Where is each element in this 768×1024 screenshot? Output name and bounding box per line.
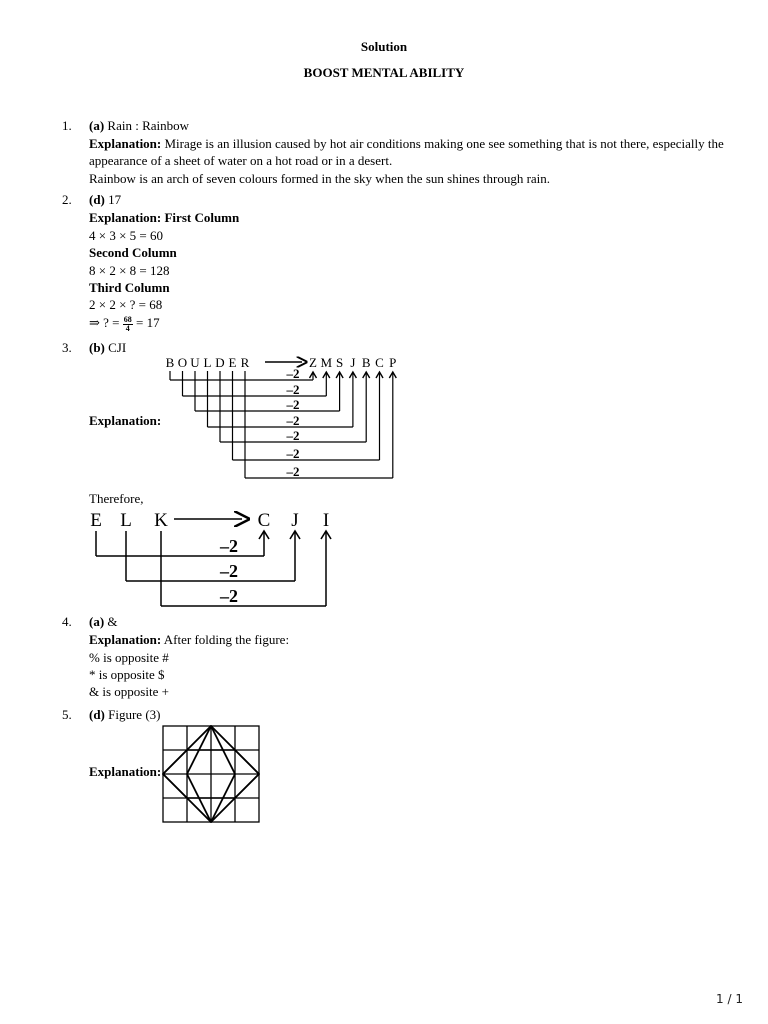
coded-letter: C: [375, 355, 384, 370]
q4-line-3: & is opposite +: [89, 684, 169, 699]
q2-answer: [89, 191, 121, 208]
q4-line-2: * is opposite $: [89, 667, 165, 682]
boulder-letter: U: [190, 355, 200, 370]
coded-letters: [309, 355, 396, 370]
coded-letter: B: [361, 355, 371, 370]
boulder-letters: [166, 355, 250, 370]
q2-option: (d): [89, 192, 105, 207]
q4-answer-text: &: [107, 614, 118, 629]
q5-option: (d): [89, 707, 105, 722]
boulder-letter: E: [228, 355, 237, 370]
step-label: –2: [286, 366, 300, 381]
q2-explanation-label: Explanation: First Column: [89, 210, 240, 225]
step-label: –2: [286, 382, 300, 397]
q3-answer: [89, 339, 126, 356]
q1-explanation: [89, 135, 724, 152]
q3-therefore: Therefore,: [89, 491, 144, 506]
coded-letter: M: [320, 355, 333, 370]
elk-code-diagram: [86, 506, 346, 610]
q1-option: (a): [89, 118, 105, 133]
boulder-letter: O: [177, 355, 188, 370]
step-label: –2: [286, 397, 300, 412]
q2-final-prefix: ⇒ ? =: [89, 315, 120, 330]
boulder-letter: B: [165, 355, 175, 370]
q5-answer-text: Figure (3): [108, 707, 161, 722]
q4-explanation-label: Explanation:: [89, 632, 162, 647]
step-label: –2: [220, 536, 238, 556]
boulder-letter: L: [203, 355, 212, 370]
boulder-connector-lines: [170, 366, 396, 479]
elk-connector-lines: [96, 531, 331, 606]
elk-coded-letter: J: [291, 510, 299, 531]
page-number: 1 / 1: [716, 992, 743, 1006]
elk-letter: E: [90, 510, 102, 531]
q4-explanation: [89, 631, 289, 648]
elk-coded-letter: I: [322, 510, 330, 531]
q4-answer: [89, 613, 118, 630]
q1-answer-text: Rain : Rainbow: [107, 118, 190, 133]
q2-fraction-denominator: 4: [125, 323, 130, 333]
q2-answer-text: 17: [108, 192, 122, 207]
q3-explanation-label: Explanation:: [89, 413, 162, 428]
q1-explanation-label: Explanation:: [89, 136, 162, 151]
q4-line-1: % is opposite #: [89, 650, 169, 665]
q5-explanation-label: Explanation:: [89, 764, 162, 779]
q2-third-column-label: Third Column: [89, 280, 170, 295]
coded-letter: S: [335, 355, 344, 370]
boulder-letter: R: [240, 355, 250, 370]
step-label: –2: [286, 428, 300, 443]
elk-letters: [90, 510, 168, 531]
q1-explanation-line1: Mirage is an illusion caused by hot air conditions making one see something that is not there, especially the: [164, 136, 724, 151]
step-label: –2: [286, 464, 300, 479]
q2-equation-1: 4 × 3 × 5 = 60: [89, 228, 163, 243]
q2-fraction-numerator: 68: [123, 314, 132, 324]
q1-number: 1.: [62, 118, 72, 133]
q1-explanation-line3: Rainbow is an arch of seven colours formed in the sky when the sun shines through rain.: [89, 171, 551, 186]
q2-second-column-label: Second Column: [89, 245, 177, 260]
q2-equation-2: 8 × 2 × 8 = 128: [89, 263, 170, 278]
q2-number: 2.: [62, 192, 72, 207]
step-label: –2: [220, 561, 238, 581]
q4-explanation-text: After folding the figure:: [163, 632, 290, 647]
q4-number: 4.: [62, 614, 72, 629]
elk-letter: K: [154, 510, 168, 531]
figure-3-diagram: [162, 725, 260, 823]
coded-letter: Z: [309, 355, 317, 370]
q5-answer: [89, 706, 161, 723]
step-label: –2: [286, 413, 300, 428]
q4-option: (a): [89, 614, 105, 629]
elk-letter: L: [120, 510, 132, 531]
elk-coded-letters: [258, 510, 330, 531]
q2-fraction: [123, 316, 133, 333]
document-title: Solution: [360, 39, 408, 54]
q2-final-result: [89, 314, 160, 333]
q2-equation-3: 2 × 2 × ? = 68: [89, 297, 163, 312]
q3-answer-text: CJI: [108, 340, 127, 355]
boulder-code-diagram: [160, 352, 410, 488]
q5-number: 5.: [62, 707, 72, 722]
q3-number: 3.: [62, 340, 72, 355]
boulder-letter: D: [215, 355, 225, 370]
elk-coded-letter: C: [257, 510, 271, 531]
q1-explanation-line2: appearance of a sheet of water on a hot road or in a desert.: [89, 153, 393, 168]
q3-option: (b): [89, 340, 105, 355]
q2-final-suffix: = 17: [136, 315, 160, 330]
document-subtitle: BOOST MENTAL ABILITY: [303, 65, 465, 80]
q1-answer: [89, 117, 189, 134]
step-label: –2: [286, 446, 300, 461]
step-label: –2: [220, 586, 238, 606]
coded-letter: P: [389, 355, 397, 370]
coded-letter: J: [350, 355, 356, 370]
